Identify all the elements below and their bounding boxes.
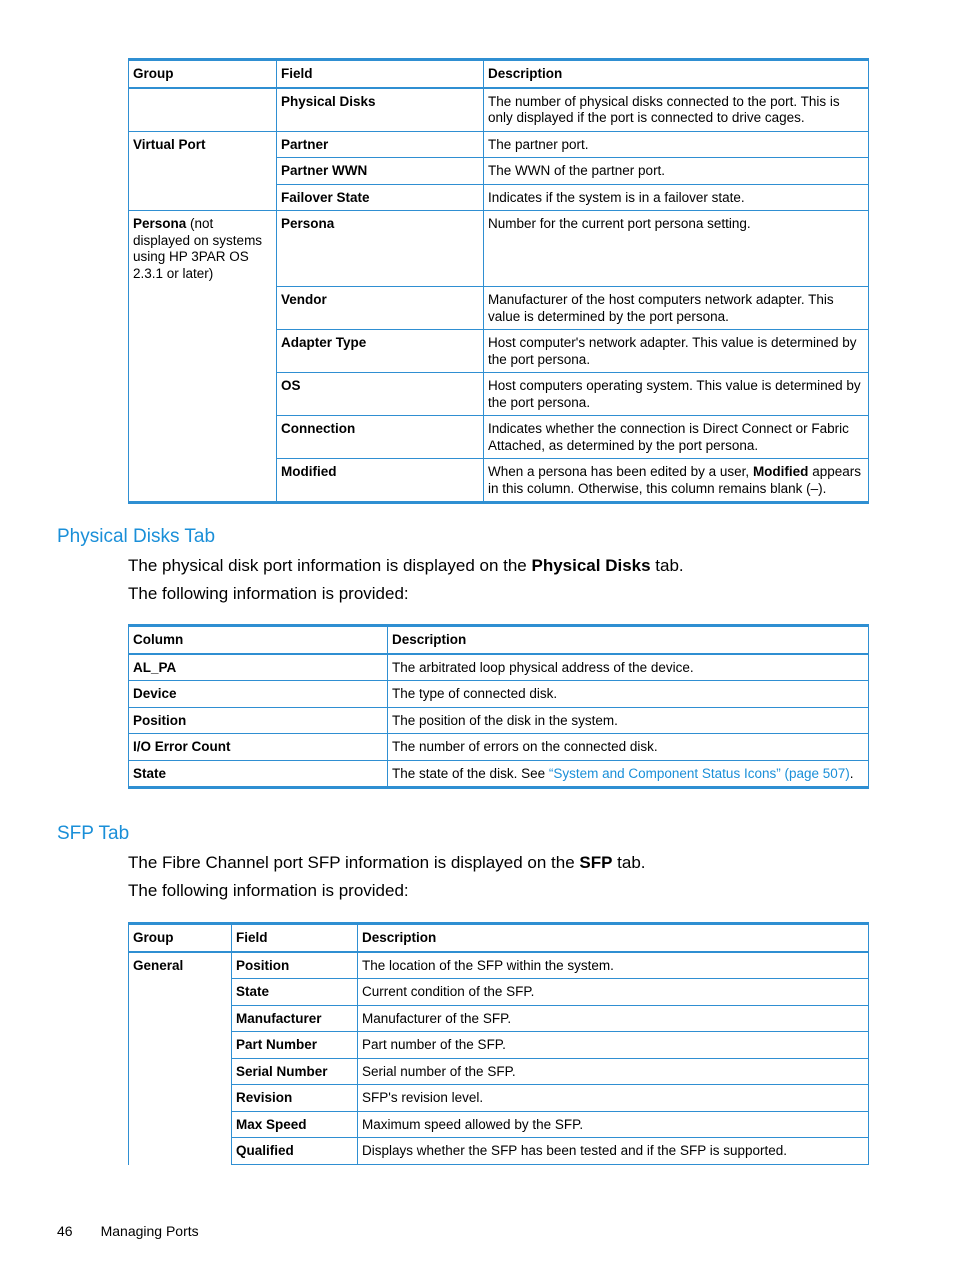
- description-cell: Indicates whether the connection is Direct Connect or Fabric Attached, as determined by the port persona.: [484, 416, 869, 459]
- description-cell: Number for the current port persona setting.: [484, 211, 869, 287]
- field-cell: Failover State: [277, 184, 484, 211]
- column-cell: AL_PA: [129, 654, 388, 681]
- description-cell: Host computer's network adapter. This value is determined by the port persona.: [484, 330, 869, 373]
- column-header-field: Field: [277, 60, 484, 88]
- field-cell: Connection: [277, 416, 484, 459]
- persona-group-label: Persona: [133, 216, 187, 231]
- section-heading-sfp: SFP Tab: [57, 823, 130, 844]
- table-row: [129, 952, 869, 979]
- persona-group-note: (not displayed on systems using HP 3PAR OS 2.3.1 or later): [133, 216, 263, 281]
- field-cell: State: [232, 979, 358, 1006]
- column-cell: Device: [129, 681, 388, 708]
- table-row: [129, 1058, 869, 1085]
- description-cell: The type of connected disk.: [388, 681, 869, 708]
- table-row: [129, 1111, 869, 1138]
- group-cell-empty: [129, 1032, 232, 1059]
- table-row: [129, 416, 869, 459]
- group-cell-persona: [129, 211, 277, 287]
- sfp-intro: [128, 853, 646, 873]
- description-cell: Indicates if the system is in a failover state.: [484, 184, 869, 211]
- description-cell: The WWN of the partner port.: [484, 158, 869, 185]
- field-cell: Part Number: [232, 1032, 358, 1059]
- physical-disks-table: [128, 624, 869, 789]
- intro-text: tab.: [650, 556, 684, 575]
- description-bold-text: Modified: [752, 464, 809, 479]
- field-cell: Vendor: [277, 287, 484, 330]
- column-cell: Position: [129, 707, 388, 734]
- column-header-description: Description: [484, 60, 869, 88]
- intro-text: tab.: [612, 853, 646, 872]
- field-cell: Serial Number: [232, 1058, 358, 1085]
- table-row: [129, 131, 869, 158]
- description-cell: SFP's revision level.: [358, 1085, 869, 1112]
- table-row: [129, 373, 869, 416]
- column-cell: I/O Error Count: [129, 734, 388, 761]
- description-cell: The partner port.: [484, 131, 869, 158]
- group-cell-empty: [129, 979, 232, 1006]
- description-text: The state of the disk. See: [392, 765, 549, 781]
- table-row: [129, 287, 869, 330]
- field-cell: OS: [277, 373, 484, 416]
- group-cell-empty: [129, 88, 277, 132]
- description-cell: The position of the disk in the system.: [388, 707, 869, 734]
- group-cell-empty: [129, 158, 277, 185]
- table-row: [129, 211, 869, 287]
- table-row: [129, 88, 869, 132]
- table-row: [129, 760, 869, 788]
- field-cell: Persona: [277, 211, 484, 287]
- page-footer: [57, 1223, 199, 1239]
- intro-text: The physical disk port information is displayed on the: [128, 556, 532, 575]
- description-cell: The arbitrated loop physical address of the device.: [388, 654, 869, 681]
- field-cell: Adapter Type: [277, 330, 484, 373]
- table-header-row: [129, 60, 869, 88]
- column-cell: State: [129, 760, 388, 788]
- field-cell: Partner WWN: [277, 158, 484, 185]
- status-icons-link[interactable]: “System and Component Status Icons” (page 507): [548, 765, 850, 781]
- sfp-table: [128, 922, 869, 1165]
- group-cell-empty: [129, 330, 277, 373]
- intro-bold-text: Physical Disks: [531, 556, 651, 575]
- description-text: When a persona has been edited by a user,: [488, 464, 753, 479]
- group-cell-empty: [129, 1138, 232, 1165]
- table-row: [129, 654, 869, 681]
- description-cell: Part number of the SFP.: [358, 1032, 869, 1059]
- page-number: 46: [57, 1223, 73, 1239]
- column-header-description: Description: [388, 626, 869, 654]
- field-cell: Physical Disks: [277, 88, 484, 132]
- table-row: [129, 330, 869, 373]
- physical-disks-following: The following information is provided:: [128, 584, 409, 603]
- table-row: [129, 979, 869, 1006]
- table-row: [129, 707, 869, 734]
- field-cell: Revision: [232, 1085, 358, 1112]
- field-cell: Qualified: [232, 1138, 358, 1165]
- description-cell: The location of the SFP within the system.: [358, 952, 869, 979]
- group-cell-virtual-port: Virtual Port: [129, 131, 277, 158]
- table-row: [129, 681, 869, 708]
- description-cell: The number of errors on the connected disk.: [388, 734, 869, 761]
- field-cell: Partner: [277, 131, 484, 158]
- field-cell: Max Speed: [232, 1111, 358, 1138]
- column-header-description: Description: [358, 924, 869, 952]
- column-header-group: Group: [129, 60, 277, 88]
- description-cell: [484, 459, 869, 503]
- description-cell: Displays whether the SFP has been tested and if the SFP is supported.: [358, 1138, 869, 1165]
- column-header-field: Field: [232, 924, 358, 952]
- table-header-row: [129, 924, 869, 952]
- description-cell: Current condition of the SFP.: [358, 979, 869, 1006]
- description-text: appears in this column. Otherwise, this column remains blank (–).: [488, 464, 861, 496]
- footer-section-title: Managing Ports: [100, 1223, 199, 1239]
- description-cell: Manufacturer of the SFP.: [358, 1005, 869, 1032]
- table-row: [129, 1032, 869, 1059]
- port-info-table: [128, 58, 869, 504]
- table-header-row: [129, 626, 869, 654]
- table-row: [129, 184, 869, 211]
- table-row: [129, 734, 869, 761]
- sfp-following: The following information is provided:: [128, 881, 409, 900]
- description-cell: The number of physical disks connected to the port. This is only displayed if the port is connected to drive cages.: [484, 88, 869, 132]
- intro-text: The Fibre Channel port SFP information is displayed on the: [128, 853, 580, 872]
- description-cell: Manufacturer of the host computers network adapter. This value is determined by the port persona.: [484, 287, 869, 330]
- group-cell-empty: [129, 416, 277, 459]
- group-cell-empty: [129, 287, 277, 330]
- column-header-column: Column: [129, 626, 388, 654]
- table-row: [129, 1005, 869, 1032]
- group-cell-empty: [129, 373, 277, 416]
- description-cell: [388, 760, 869, 788]
- description-text: .: [849, 765, 854, 781]
- group-cell-general: General: [129, 952, 232, 979]
- group-cell-empty: [129, 184, 277, 211]
- description-cell: Host computers operating system. This value is determined by the port persona.: [484, 373, 869, 416]
- physical-disks-intro: [128, 556, 684, 576]
- description-cell: Serial number of the SFP.: [358, 1058, 869, 1085]
- group-cell-empty: [129, 1005, 232, 1032]
- intro-bold-text: SFP: [579, 853, 613, 872]
- table-row: [129, 459, 869, 503]
- group-cell-empty: [129, 1111, 232, 1138]
- field-cell: Manufacturer: [232, 1005, 358, 1032]
- table-row: [129, 1138, 869, 1165]
- group-cell-empty: [129, 459, 277, 503]
- field-cell: Position: [232, 952, 358, 979]
- column-header-group: Group: [129, 924, 232, 952]
- section-heading-physical-disks: Physical Disks Tab: [57, 526, 216, 547]
- table-row: [129, 158, 869, 185]
- description-cell: Maximum speed allowed by the SFP.: [358, 1111, 869, 1138]
- group-cell-empty: [129, 1058, 232, 1085]
- group-cell-empty: [129, 1085, 232, 1112]
- field-cell: Modified: [277, 459, 484, 503]
- table-row: [129, 1085, 869, 1112]
